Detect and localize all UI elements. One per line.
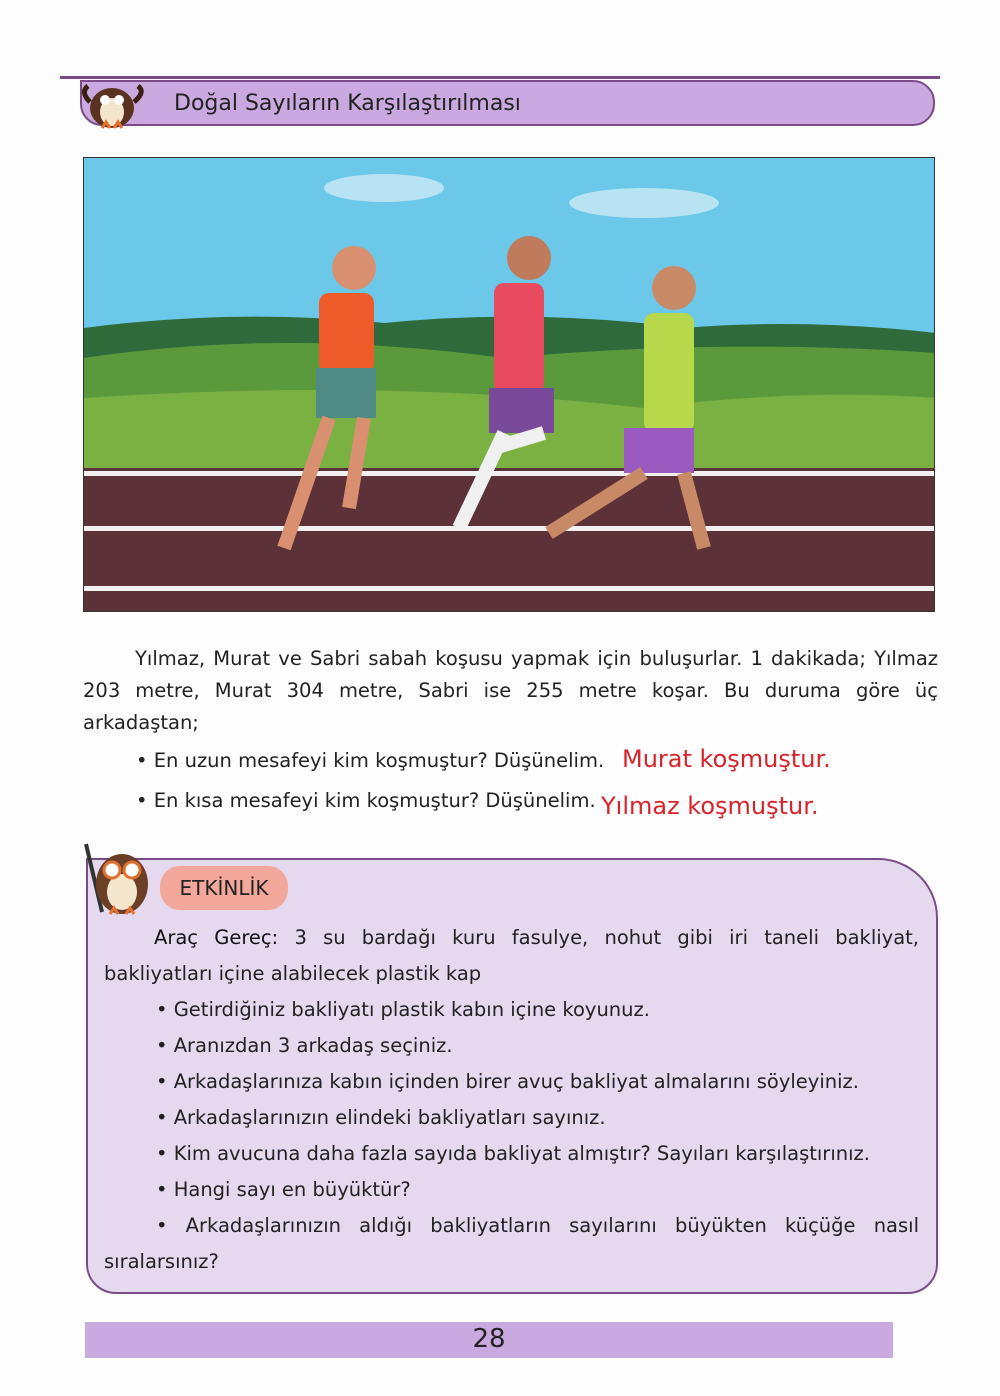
owl-icon <box>80 82 150 132</box>
page-number: 28 <box>472 1324 506 1354</box>
step-item: • Arkadaşlarınızın aldığı bakliyatların sayılarını büyükten küçüğe nasıl sıralarsınız? <box>104 1214 919 1273</box>
step-item: • Aranızdan 3 arkadaş seçiniz. <box>156 1034 453 1057</box>
step-item: • Kim avucuna daha fazla sayıda bakliyat almıştır? Sayıları karşılaştırınız. <box>156 1142 870 1165</box>
materials <box>104 920 919 992</box>
materials-text: 3 su bardağı kuru fasulye, nohut gibi iri taneli bakliyat, bakliyatları içine alabilecek plastik kap <box>104 926 919 985</box>
page-title: Doğal Sayıların Karşılaştırılması <box>174 91 521 116</box>
step-item: • Arkadaşlarınıza kabın içinden birer avuç bakliyat almalarını söyleyiniz. <box>156 1070 859 1093</box>
step-item: • Hangi sayı en büyüktür? <box>156 1178 411 1201</box>
step-item: • Arkadaşlarınızın elindeki bakliyatları sayınız. <box>156 1106 606 1129</box>
activity-badge: ETKİNLİK <box>160 866 288 910</box>
runners-illustration <box>83 157 935 612</box>
footer-bar <box>85 1322 893 1358</box>
divider <box>60 76 940 79</box>
activity-text <box>104 920 919 1280</box>
answer-shortest: Yılmaz koşmuştur. <box>601 792 819 820</box>
section-title-bar <box>80 80 935 126</box>
materials-label: Araç Gereç: <box>154 926 279 949</box>
question-shortest: • En kısa mesafeyi kim koşmuştur? Düşünelim. <box>136 789 596 812</box>
question-longest: • En uzun mesafeyi kim koşmuştur? Düşünelim. <box>136 749 605 772</box>
step-item: • Getirdiğiniz bakliyatı plastik kabın içine koyunuz. <box>156 998 650 1021</box>
intro-paragraph: Yılmaz, Murat ve Sabri sabah koşusu yapmak için buluşurlar. 1 dakikada; Yılmaz 203 metre, Murat 304 metre, Sabri ise 255 metre koşar. Bu duruma göre üç arkadaştan; <box>83 647 938 734</box>
teacher-owl-icon <box>80 842 160 920</box>
answer-longest: Murat koşmuştur. <box>622 745 831 773</box>
